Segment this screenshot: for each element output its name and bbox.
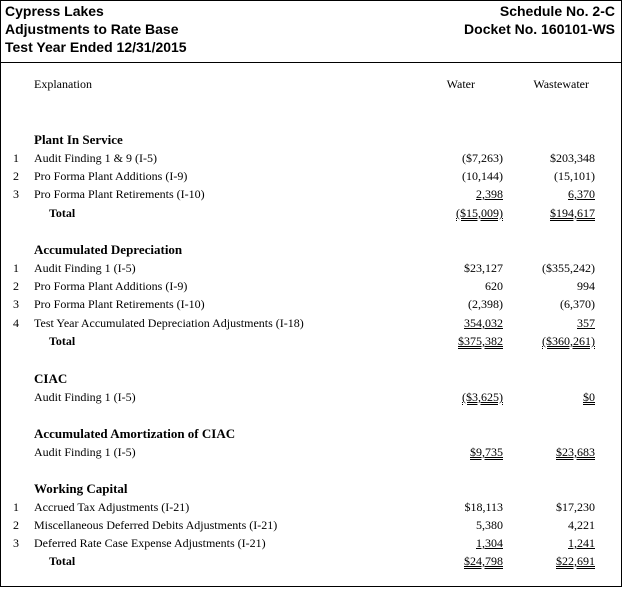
row-number: 2	[13, 169, 19, 183]
row-number: 4	[13, 316, 19, 330]
total-label: Total	[49, 554, 76, 568]
column-header-water: Water	[446, 77, 475, 91]
total-label: Total	[49, 206, 76, 220]
water-value: (10,144)	[462, 169, 503, 183]
row-label: Pro Forma Plant Retirements (I-10)	[34, 187, 205, 201]
water-total: ($15,009)	[456, 206, 503, 220]
row-label: Audit Finding 1 (I-5)	[34, 390, 136, 404]
wastewater-value: (6,370)	[560, 297, 595, 311]
wastewater-value: ($355,242)	[542, 261, 595, 275]
wastewater-total: $22,691	[556, 554, 595, 568]
row-label: Deferred Rate Case Expense Adjustments (I-21)	[34, 536, 266, 550]
table-row	[1, 316, 621, 335]
water-value: 5,380	[476, 518, 503, 532]
row-number: 3	[13, 297, 19, 311]
row-label: Miscellaneous Deferred Debits Adjustments (I-21)	[34, 518, 278, 532]
wastewater-value: 994	[577, 279, 595, 293]
row-number: 3	[13, 536, 19, 550]
docket-number: Docket No. 160101-WS	[464, 21, 615, 37]
table-row	[1, 261, 621, 280]
schedule-number: Schedule No. 2-C	[499, 3, 615, 19]
water-value: $18,113	[464, 500, 503, 514]
column-header-wastewater: Wastewater	[533, 77, 589, 91]
total-label: Total	[49, 334, 76, 348]
row-label: Audit Finding 1 (I-5)	[34, 445, 136, 459]
water-value: 1,304	[476, 536, 503, 550]
row-number: 1	[13, 151, 19, 165]
water-value: $23,127	[464, 261, 503, 275]
row-label: Pro Forma Plant Additions (I-9)	[34, 169, 188, 183]
row-label: Pro Forma Plant Additions (I-9)	[34, 279, 188, 293]
row-label: Pro Forma Plant Retirements (I-10)	[34, 297, 205, 311]
water-value: ($3,625)	[462, 390, 503, 404]
table-row	[1, 518, 621, 537]
row-label: Audit Finding 1 & 9 (I-5)	[34, 151, 157, 165]
water-value: ($7,263)	[462, 151, 503, 165]
company-name: Cypress Lakes	[5, 3, 104, 19]
row-label: Accrued Tax Adjustments (I-21)	[34, 500, 190, 514]
section-title-accumulated-depreciation: Accumulated Depreciation	[34, 242, 183, 257]
total-row	[1, 554, 621, 573]
row-number: 1	[13, 500, 19, 514]
table-row	[1, 169, 621, 188]
wastewater-value: $23,683	[556, 445, 595, 459]
wastewater-value: 4,221	[568, 518, 595, 532]
water-total: $375,382	[458, 334, 503, 348]
water-value: (2,398)	[468, 297, 503, 311]
section-title-ciac: CIAC	[34, 371, 68, 386]
total-row	[1, 206, 621, 225]
water-value: 2,398	[476, 187, 503, 201]
wastewater-value: $17,230	[556, 500, 595, 514]
table-row	[1, 445, 621, 464]
water-value: 354,032	[464, 316, 503, 330]
table-row	[1, 297, 621, 316]
table-row	[1, 279, 621, 298]
wastewater-total: $194,617	[550, 206, 595, 220]
wastewater-value: $0	[583, 390, 595, 404]
wastewater-value: 6,370	[568, 187, 595, 201]
wastewater-value: $203,348	[550, 151, 595, 165]
section-title-plant-in-service: Plant In Service	[34, 132, 123, 147]
test-year: Test Year Ended 12/31/2015	[5, 39, 187, 55]
wastewater-value: 1,241	[568, 536, 595, 550]
wastewater-value: 357	[577, 316, 595, 330]
water-total: $24,798	[464, 554, 503, 568]
column-header-explanation: Explanation	[34, 77, 92, 91]
total-row	[1, 334, 621, 353]
table-row	[1, 500, 621, 519]
row-number: 1	[13, 261, 19, 275]
header-divider	[1, 62, 621, 63]
row-number: 2	[13, 518, 19, 532]
wastewater-value: (15,101)	[554, 169, 595, 183]
wastewater-total: ($360,261)	[542, 334, 595, 348]
section-title-accumulated-amortization-ciac: Accumulated Amortization of CIAC	[34, 426, 236, 441]
table-row	[1, 151, 621, 170]
row-number: 3	[13, 187, 19, 201]
row-label: Audit Finding 1 (I-5)	[34, 261, 136, 275]
section-title-working-capital: Working Capital	[34, 481, 128, 496]
row-label: Test Year Accumulated Depreciation Adjustments (I-18)	[34, 316, 304, 330]
water-value: 620	[485, 279, 503, 293]
table-row	[1, 390, 621, 409]
table-row	[1, 187, 621, 206]
row-number: 2	[13, 279, 19, 293]
schedule-title: Adjustments to Rate Base	[5, 21, 179, 37]
table-row	[1, 536, 621, 555]
water-value: $9,735	[470, 445, 503, 459]
